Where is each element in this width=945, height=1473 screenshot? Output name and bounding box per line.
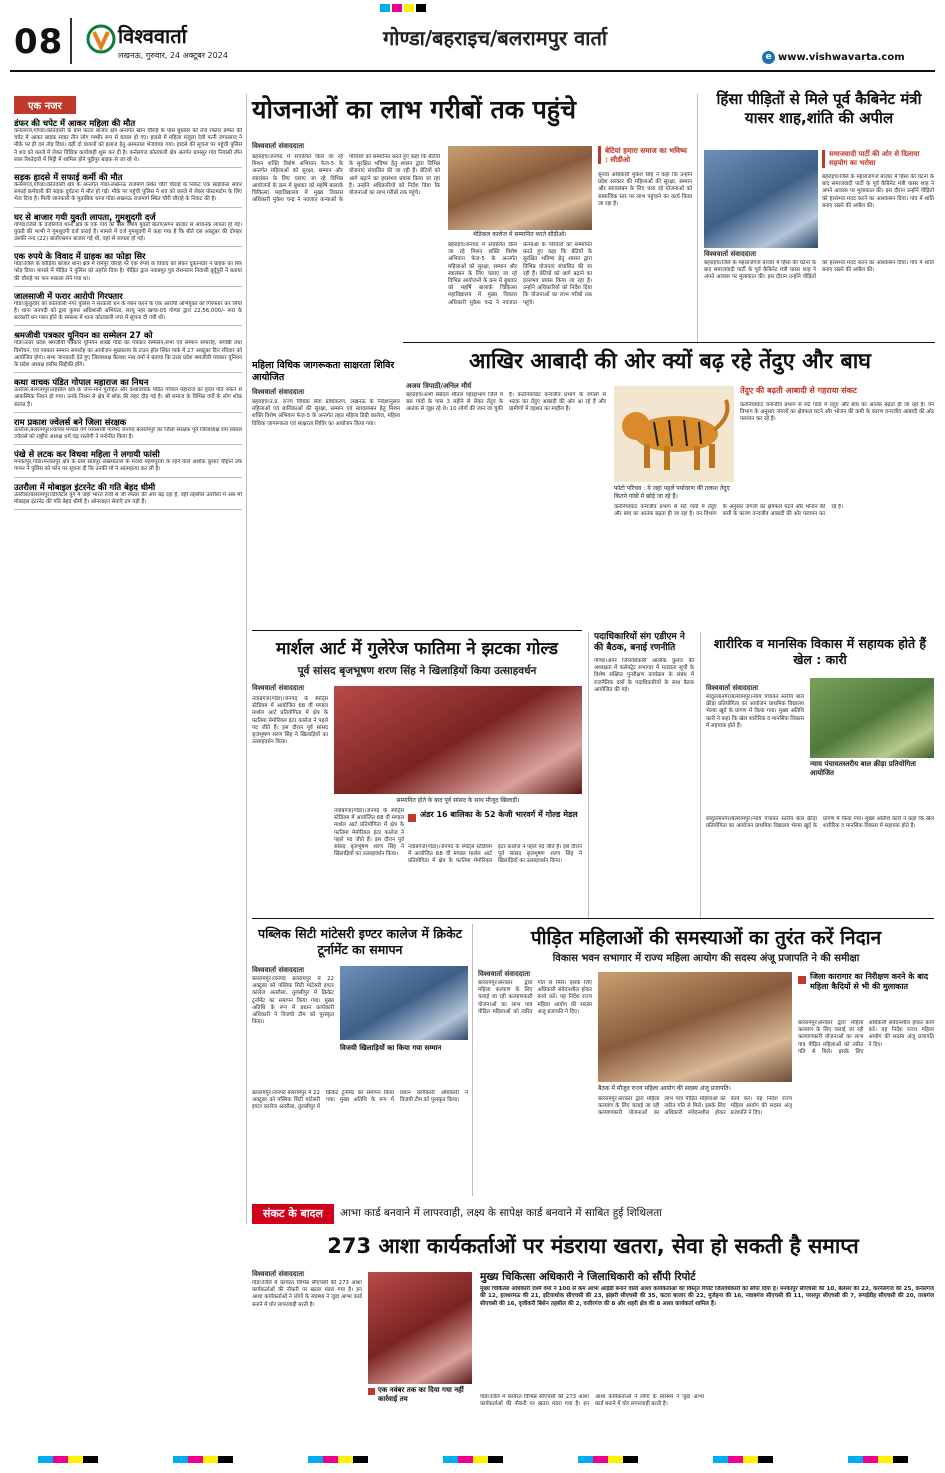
right-story-1-side-box: समाजवादी पार्टी की ओर से दिलाया सहयोग का भरोसा bbox=[822, 150, 934, 168]
masthead bbox=[0, 0, 945, 76]
left-story-body: गोंडा।जिले के कौड़िया बाजार थाना क्षेत्र में रामपुर चौराहे पर एक रुपये के विवाद को लेकर दुकानदार ने ग्राहक का सिर फोड़ दिया। मामले में पीड़ित ने पुलिस को तहरीर दिया है। पीड़ित द्वारा नवाबपुर पुत्र रोशनराम निवासी बुर्दूपुरी ने बताया की चौराहे पर पान मसाला लेने गया था। bbox=[14, 261, 242, 282]
cricket-photo bbox=[340, 966, 468, 1040]
sports-byline: विश्ववार्ता संवाददाता bbox=[706, 684, 759, 692]
adm-story bbox=[594, 632, 694, 914]
women-side-box bbox=[798, 972, 934, 992]
adm-headline: पदाधिकारियों संग एडीएम ने की बैठक, बनाई रणनीति bbox=[594, 632, 685, 653]
bullet-icon-2 bbox=[798, 976, 806, 984]
website-link[interactable]: www.vishwavarta.com bbox=[778, 52, 905, 63]
left-story-headline: घर से बाजार गयी युवती लापता, गुमशुदगी दर्ज bbox=[14, 211, 156, 222]
cricket-photo-caption: विजयी खिलाड़ियों का किया गया सम्मान bbox=[340, 1044, 442, 1052]
paper-logo-icon bbox=[86, 24, 116, 54]
martial-subhead: पूर्व सांसद बृजभूषण शरण सिंह ने खिलाड़ियों किया उत्साहवर्धन bbox=[297, 665, 537, 677]
asha-banner-text: आभा कार्ड बनवाने में लापरवाही, लक्ष्य के सापेक्ष कार्ड बनवाने में साबित हुई शिथिलता bbox=[340, 1207, 662, 1219]
tiger-headline: आखिर आबादी की ओर क्यों बढ़ रहे तेंदुए और बाघ bbox=[469, 349, 871, 374]
left-story bbox=[14, 417, 242, 445]
martial-byline: विश्ववार्ता संवाददाता bbox=[252, 684, 305, 692]
martial-story bbox=[252, 684, 582, 914]
left-story bbox=[14, 482, 242, 510]
martial-body-3: नवाबगंज(गोंडा)।जनपद के स्पोर्ट्स स्टेडियम में आयोजित 68 वीं मण्डल मार्शल आर्ट प्रतियोगिता में क्षेत्र के फातिमा मेमोरियल इंटर कालेज ने पहले पद जीते हैं। इस दौरान पूर्व सांसद बृजभूषण शरण सिंह ने खिलाड़ियों का उत्साहवर्धन किया। bbox=[408, 844, 582, 865]
legal-literacy-headline: महिला विधिक जागरूकता साक्षरता शिविर आयोजित bbox=[252, 360, 395, 383]
sports-headline: शारीरिक व मानसिक विकास में सहायक होते हैं खेल : कारी bbox=[713, 636, 927, 667]
martial-side-box bbox=[408, 810, 582, 840]
lead-photo-caption: मेडिकल कालेज में सम्मानित करते सीडीओ। bbox=[448, 230, 592, 238]
left-story-body: गोंडा।कुकुवार को कोतवाली नगर पुलिस ने सरकारी धन के गबन करने के एक आरोपी अभियुक्त को गिरफ्तार कर लिया है। थाना जनपदी को द्वारा कुमार अधिशासी अभियंता, सरयू नहर खण्ड-05 गोण्डा द्वारा 22,56,000/- रू0 के सरकारी धन गबन होने के सम्बन्ध में थाना कोतवाली नगर में सूचना दी गयी थी। bbox=[14, 300, 242, 322]
cricket-body-2: बलरामपुर।जनपद बलरामपुर में 22 अक्टूबर को पब्लिक सिटी मांटेसरी इण्टर कालेज अतरौला, तुलसीपुर में क्रिकेट टूर्नामेंट का समापन किया गया। मुख्य अतिथि के रूप में प्रधान कार्यकारी अधिकारी ने विजयी टीम को पुरस्कृत किया। bbox=[252, 1090, 468, 1111]
left-story-headline: राम प्रकाश ज्वेलर्स बने जिला संरक्षक bbox=[14, 416, 127, 427]
sports-photo-caption: न्याय पंचायतस्तरीय बाल क्रीड़ा प्रतियोगिता आयोजित bbox=[810, 760, 916, 777]
left-story-headline: उतरौला में मोबाइल इंटरनेट की गति बेहद धीमी bbox=[14, 481, 156, 492]
tiger-photo bbox=[614, 386, 734, 482]
lead-body: बहराइच।जनपद में संचालित किये जा रहे मिशन शक्ति विशेष अभियान फेज-5 के अन्तर्गत महिलाओं को सुरक्षा, सम्मान और स्वालंबन के लिए चलाए जा रहे विभिन्न आयोजनों के क्रम में बुधवार को महर्षि बालार्क चिकित्सा महाविद्यालय में मुख्य विकास अधिकारी मुकेश चन्द्र ने नवजात कन्याओं के परिवारों को सम्मानित करते हुए कहा कि बेटियों के सुरक्षित भविष्य हेतु शासन द्वारा विभिन्न योजनाएं संचालित की जा रही हैं। बेटियों को आगे बढ़ाने का हरसंभव प्रयास किया जा रहा है। उन्होंने अधिकारियों को निर्देश दिया कि योजनाओं का लाभ गरीबों तक पहुंचे। bbox=[252, 154, 440, 204]
paper-name: विश्ववार्ता bbox=[118, 24, 187, 48]
tiger-body-3: कतर्नियाघाट वन्यजीव प्रभाग से सटे गांवों में तेंदुए और बाघ का आतंक बढ़ता ही जा रहा है। वन विभाग के अनुसार जंगलों का क्षेत्रफल घटने और भोजन की कमी के कारण वन्यजीव आबादी की ओर पलायन कर रहे हैं। bbox=[614, 504, 843, 518]
sports-story bbox=[706, 676, 934, 916]
right-story-1 bbox=[704, 90, 934, 340]
tiger-photo-caption: फोटो परिचय : ये जहां पहले पर्यावरण की तलाश तेंदुए कितने गांवों में छोड़े जा रहे हैं। bbox=[614, 484, 734, 500]
lead-story bbox=[252, 142, 692, 362]
left-story bbox=[14, 291, 242, 327]
bullet-icon bbox=[408, 814, 416, 822]
women-side-text: जिला कारागार का निरीक्षण करने के बाद महिला कैदियों से भी की मुलाकात bbox=[810, 972, 929, 991]
asha-byline: विश्ववार्ता संवाददाता bbox=[252, 1270, 305, 1278]
web-icon: e bbox=[762, 51, 775, 64]
legal-literacy-body: बहराइच।उ.प्र. राज्य विधिक सेवा प्राधिकरण, लखनऊ के निर्देशानुसार महिलाओं एवं बालिकाओं की सुरक्षा, सम्मान एवं स्वावलम्बन हेतु मिशन शक्ति विशेष अभियान फेज-5 के अन्तर्गत तहत महिला डिग्री कालेज, महिला विधिक जागरूकता एवं साक्षरता शिविर का आयोजन किया गया। bbox=[252, 399, 400, 427]
left-story bbox=[14, 251, 242, 287]
sports-photo bbox=[810, 678, 934, 758]
tiger-story bbox=[406, 382, 934, 622]
women-byline: विश्ववार्ता संवाददाता bbox=[478, 970, 531, 978]
left-story-body: गोण्डा।जिले के वजीरगंज थाना क्षेत्र के एक गांव की बीस वर्षीय युवती बातोंएसगन बाजार से अचानक लापता हो गई। युवती की भाभी ने गुमशुदगी दर्ज कराई है। मामले में दर्ज गुमशुदगी में कहा गया है कि बीते दस अक्टूबर की दोपहर उसकी नन्द (22) बातोंएसगन बाजार गई थी, वहां से लापता हो गई। bbox=[14, 221, 242, 243]
left-story-body: उतरौला/बलरामपुर।डिजिटल युग में जहां भारत तेजी से जी रफ्तार की ओर बढ़ रहा है, वहीं तहसील उतरौला में अब भी मोबाइल इंटरनेट की गति बेहद धीमी है। ऑनलाइन सेवाएँ ठप पड़ी हैं। bbox=[14, 491, 242, 505]
tiger-byline: अजय त्रिपाठी/अनिल मौर्य bbox=[406, 382, 472, 390]
women-photo bbox=[598, 972, 792, 1082]
martial-headline: मार्शल आर्ट में गुलेरेज फातिमा ने झटका गोल्ड bbox=[276, 639, 558, 659]
asha-story bbox=[252, 1270, 934, 1448]
women-body-3: बलरामपुर।सरकार द्वारा महिला कल्याण के लिए चलाई जा रही कल्याणकारी योजनाओं का लाभ पात्र पीड़ित महिलाओं को त्वरित गति से मिले। इसके लिए अधिकारी संवेदनशील होकर कार्य करें। यह निर्देश राज्य महिला आयोग की सदस्य अंजू प्रजापति ने दिए। bbox=[598, 1096, 792, 1117]
left-story bbox=[14, 449, 242, 477]
tiger-side-box: तेंदुए की बढ़ती आबादी से गहराया संकट bbox=[740, 386, 857, 395]
color-registration-bar bbox=[380, 4, 428, 16]
left-story bbox=[14, 212, 242, 248]
left-story-headline: श्रमजीवी पत्रकार यूनियन का सम्मेलन 27 को bbox=[14, 330, 153, 341]
left-story bbox=[14, 377, 242, 413]
lead-headline: योजनाओं का लाभ गरीबों तक पहुंचे bbox=[252, 95, 576, 124]
city-date: लखनऊ, गुरुवार, 24 अक्टूबर 2024 bbox=[118, 51, 228, 60]
sports-body-2: सादुल्लानगर/बलरामपुर।न्याय पंचायत स्तरीय बाल क्रीड़ा प्रतियोगिता का आयोजन प्राथमिक विद्यालय भेल्या खुर्द के प्रांगण में किया गया। मुख्य अतिथि कारी ने कहा कि खेल शारीरिक व मानसिक विकास में सहायक होते हैं। bbox=[706, 816, 934, 830]
bullet-icon-3 bbox=[368, 1388, 375, 1395]
legal-literacy-byline: विश्ववार्ता संवाददाता bbox=[252, 388, 305, 396]
asha-body-3: गोंडा।जिले में कार्यरत विभिन्न सीएचसी की 273 आशा कार्यकर्ताओं की नौकरी पर खतरा मंडरा गया है। इन आशा कार्यकर्ताओं ने लोगों के स्वास्थ्य ने जुडा आभा कार्ड बनाने में घोर लापरवाही बरती है। bbox=[480, 1394, 704, 1408]
left-story-headline: सड़क हादसे में सफाई कर्मी की मौत bbox=[14, 172, 123, 183]
right-story-1-body-b: बहराइच।जिले के महाराजगंज बाजार में हिंसा की घटना के बाद समाजवादी पार्टी के पूर्व कैबिनेट मंत्री यासर शाह ने अपने आवास पर मुलाकात की। इस दौरान उन्होंने पीड़ितों को हरसंभव मदद करने का आश्वासन दिया। गांव में शांति बनाए रखने की अपील की। bbox=[822, 174, 934, 209]
left-story-body: कर्नलगंज,गोण्डा।कोतवाली क्षेत्र के अन्तर्गत गोंडा-लखनऊ राजमार्ग स्थित चौरी चौराहे के निकट एक साइकिल सवार सफाई कर्मचारी की सड़क दुर्घटना में मौत हो गई। मौके पर पहुंची पुलिस ने शव को कब्जे में लेकर पोस्टमार्टम के लिए भेज दिया है। मिली जानकारी के मुताबिक थाना गोंडा-लखनऊ राजमार्ग स्थित चौरी चौराहे के निकट की है। bbox=[14, 182, 242, 203]
martial-photo bbox=[334, 686, 582, 794]
lead-body-3: सुनवा अधिकारी मुकेश सिंह ने कहा कि उन्होंने प्रदेश सरकार की महिलाओं की सुरक्षा, सम्मान और स्वावलंबन के लिए चला रहे योजनाओं को सामाजिक स्तर पर लाभ पहुंचाने का कार्य किया जा रहा है। bbox=[598, 172, 692, 207]
women-headline: पीड़ित महिलाओं की समस्याओं का तुरंत करें निदान bbox=[530, 927, 882, 949]
edition-title: गोण्डा/बहराइच/बलरामपुर वार्ता bbox=[383, 26, 608, 50]
asha-subhead: मुख्य चिकित्सा अधिकारी ने जिलाधिकारी को सौंपी रिपोर्ट bbox=[480, 1271, 696, 1283]
asha-banner bbox=[252, 1204, 934, 1224]
left-story-headline: जालसाजी में फरार आरोपी गिरफ्तार bbox=[14, 290, 123, 301]
women-body: बलरामपुर।सरकार द्वारा महिला कल्याण के लिए चलाई जा रही कल्याणकारी योजनाओं का लाभ पात्र पीड़ित महिलाओं को त्वरित गति से मिले। इसके लिए अधिकारी संवेदनशील होकर कार्य करें। यह निर्देश राज्य महिला आयोग की सदस्य अंजू प्रजापति ने दिए। bbox=[478, 980, 592, 1015]
right-story-1-body: बहराइच।जिले के महाराजगंज बाजार में हिंसा की घटना के बाद समाजवादी पार्टी के पूर्व कैबिनेट मंत्री यासर शाह ने अपने आवास पर मुलाकात की। इस दौरान उन्होंने पीड़ितों को हरसंभव मदद करने का आश्वासन दिया। गांव में शांति बनाए रखने की अपील की। bbox=[704, 260, 934, 281]
left-story-body: मनकापुर,गोंडा।मनकापुर क्षेत्र के ग्राम सांडपुर लखमाताल के मजरा महेशपुरवा के रहने वाले अशोक कुमार चौहान उर्फ पप्पन ने पुलिस को फोन पर सूचना दी कि उनकी माँ ने आत्महत्या कर ली है। bbox=[14, 459, 242, 473]
tiger-body-2: कतर्नियाघाट वन्यजीव प्रभाग से सटे गांवों में तेंदुए और बाघ का आतंक बढ़ता ही जा रहा है। वन विभाग के अनुसार जंगलों का क्षेत्रफल घटने और भोजन की कमी के कारण वन्यजीव आबादी की ओर पलायन कर रहे हैं। bbox=[740, 402, 934, 423]
cricket-story bbox=[252, 966, 468, 1198]
lead-side-box: बेटियां हमारा समाज का भविष्य : सीडीओ bbox=[598, 146, 692, 164]
tiger-body: बहराइच।अभी संबेदल शीतल पहाड़ाभाग जिले में बस गांवों के पास 3 महीने से लेकर तेंदुए के आतंक से जूझ रहे थे। 10 लोगों की जान जा चुकी है। कतर्नियाघाट वन्यजीव प्रभाग के जंगलों से भटक कर तेंदुए आबादी की ओर आ रहे हैं और ग्रामीणों में दहशत का माहौल है। bbox=[406, 392, 606, 413]
left-story-body: कर्नलगंज,गोण्डा।कोतवाली के ग्राम कटरा बाजार क्षेत्र अन्तर्गत खान चौराहे के पास बुधवार को तेज रफ्तार डम्फर की चपेट में आकर बाइक सवार तीन लोग गम्भीर रूप से घायल हो गए। हादसे में महिला मंजुला देवी पत्नी जगप्रसाद ने मौके पर ही दम तोड़ दिया। वहीं दो घायलों को इलाज हेतु अस्पताल भेजवाया गया। हादसे की सूचना पर पहुंची पुलिस ने शव को कब्जे में लेकर विधिक कार्यवाही शुरू कर दी है। कर्नलगंज कोतवाली क्षेत्र अंतर्गत ग्रामसुर गांव निवासी लीन लाल रिश्तेदारी में मिट्टी में शामिल होने पुट्टीपुर बाइक से जा रहे थे। bbox=[14, 128, 242, 163]
left-story bbox=[14, 330, 242, 373]
page-number: 08 bbox=[14, 22, 64, 62]
adm-body: गोण्डा।अपर जिलाधिकारी आलोक कुमार की अध्यक्षता में कलेक्ट्रेट सभागार में मतदाता सूची के विशेष संक्षिप्त पुनरीक्षण कार्यक्रम के संबंध में राजनैतिक दलों के पदाधिकारियों के साथ बैठक आयोजित की गई। bbox=[594, 658, 694, 693]
right-story-1-byline: विश्ववार्ता संवाददाता bbox=[704, 250, 757, 258]
asha-photo-caption: एक नवंबर तक का दिया गया नहीं कार्रवाई तय bbox=[378, 1386, 464, 1403]
right-story-1-photo bbox=[704, 150, 818, 248]
martial-side-text: अंडर 16 बालिका के 52 केजी भारवर्ग में गोल्ड मेडल bbox=[420, 810, 578, 819]
asha-banner-label: संकट के बादल bbox=[252, 1204, 334, 1224]
women-subhead: विकास भवन सभागार में राज्य महिला आयोग की सदस्य अंजू प्रजापति ने की समीक्षा bbox=[552, 953, 860, 964]
left-story-headline: पंखे से लटक कर विधवा महिला ने लगायी फांसी bbox=[14, 449, 160, 460]
women-body-2: बलरामपुर।सरकार द्वारा महिला कल्याण के लिए चलाई जा रही कल्याणकारी योजनाओं का लाभ पात्र पीड़ित महिलाओं को त्वरित गति से मिले। इसके लिए अधिकारी संवेदनशील होकर कार्य करें। यह निर्देश राज्य महिला आयोग की सदस्य अंजू प्रजापति ने दिए। bbox=[798, 1020, 934, 1055]
bottom-registration-strip bbox=[0, 1452, 945, 1466]
left-story-headline: डंफर की चपेट में आकर महिला की मौत bbox=[14, 118, 136, 128]
asha-headline: 273 आशा कार्यकर्ताओं पर मंडराया खतरा, सेवा हो सकती है समाप्त bbox=[327, 1234, 859, 1258]
left-story-body: उतरौला,बलरामपुर।तहसील क्षेत्र के जाने-माने पुरोहित और कथावाचक पंडित गोपाल महाराज का हृदय गति रुकने से आकस्मिक निधन हो गया। उनके निधन से क्षेत्र में शोक की लहर दौड़ गई है। श्री समाज के विभिन्न वर्गों के लोग शोक संतप्त हैं। bbox=[14, 387, 242, 408]
asha-body: गोंडा।जिले में कार्यरत विभिन्न सीएचसी की 273 आशा कार्यकर्ताओं की नौकरी पर खतरा मंडरा गया है। इन आशा कार्यकर्ताओं ने लोगों के स्वास्थ्य ने जुडा आभा कार्ड बनाने में घोर लापरवाही बरती है। bbox=[252, 1280, 362, 1308]
asha-body-2: मुख्य चिकित्सा अधिकारी रश्मि वर्मा ने 100 से कम आभा आईडी बनाने वाली आशा कार्यकर्ताओं की विस्तृत रिपोर्ट जिलाधिकारी को सौंपा दिया है। मनकापुर सीएचसी की 10, बेलसर की 22, करनैलगंज की 25, कर्नलगंज की 12, हलधरमऊ की 21, इटियाथोक सीएचसी की 23, झंझरी सीएचसी की 35, कटरा बाजार की 22, मुजेहना की 16, नवाबगंज सीएचसी की 11, परसपुर सीएचसी की 7, रूपईडीह सीएचसी की 20, तरबगंज सीएचसी की 16, वृजीकरी बिसेन तहसील की 2, वजीरगंज की 8 और शहरी क्षेत्र की 8 आशा कार्यकर्ता शामिल हैं। bbox=[480, 1286, 934, 1307]
left-story-body: गोंडा।उत्तर प्रदेश श्रमजीवी पत्रकार यूनियन शाखा गोंडा का पत्रकार सम्मेलन,सभा एवं सम्मान समारोह, संगोष्ठी तथा विमोचन, एवं पत्रकार सम्मान समारोह का आयोजन मुख्यालय के टाउन हॉल स्थित पार्क में 27 अक्टूबर दिन रविवार को आयोजित होगा। सभा जानकारी देते हुए जिलाध्यक्ष कैलाश नाथ वर्मा ने बताया कि उत्तर प्रदेश श्रमजीवी पत्रकार यूनियन के प्रदेश अध्यक्ष हसीब सिद्दीकी होंगे। bbox=[14, 340, 242, 369]
martial-body: नवाबगंज(गोंडा)।जनपद के स्पोर्ट्स स्टेडियम में आयोजित 68 वीं मण्डल मार्शल आर्ट प्रतियोगिता में क्षेत्र के फातिमा मेमोरियल इंटर कालेज ने पहले पद जीते हैं। इस दौरान पूर्व सांसद बृजभूषण शरण सिंह ने खिलाड़ियों का उत्साहवर्धन किया। bbox=[252, 696, 328, 746]
women-photo-caption: बैठक में मौजूद राज्य महिला आयोग की सदस्य अंजू प्रजापति। bbox=[598, 1084, 792, 1092]
section-label: एक नजर bbox=[14, 96, 76, 114]
cricket-byline: विश्ववार्ता संवाददाता bbox=[252, 966, 305, 974]
right-story-1-headline: हिंसा पीड़ितों से मिले पूर्व कैबिनेट मंत्री यासर शाह,शांति की अपील bbox=[716, 90, 922, 127]
asha-photo-caption-box bbox=[368, 1386, 472, 1404]
lead-byline: विश्ववार्ता संवाददाता bbox=[252, 142, 305, 150]
sports-body: सादुल्लानगर/बलरामपुर।न्याय पंचायत स्तरीय बाल क्रीड़ा प्रतियोगिता का आयोजन प्राथमिक विद्यालय भेल्या खुर्द के प्रांगण में किया गया। मुख्य अतिथि कारी ने कहा कि खेल शारीरिक व मानसिक विकास में सहायक होते हैं। bbox=[706, 694, 804, 729]
left-story bbox=[14, 172, 242, 208]
left-story-body: उतरौला,बलरामपुर।व्यापार मण्डल वर्ग व्यवसायी परिषद जनपद बलरामपुर का जिला संरक्षक पूर्व जिलाध्यक्ष राम प्रकाश ज्वेलर्स को राष्ट्रीय अध्यक्ष धर्म चंद्र रस्तोगी ने मनोनीत किया है। bbox=[14, 426, 242, 441]
martial-photo-caption: सम्मानित होते के बाद पूर्व सांसद के साथ मौजूद खिलाड़ी। bbox=[334, 796, 582, 804]
left-story-headline: कथा वाचक पंडित गोपाल महाराज का निधन bbox=[14, 377, 149, 388]
women-story bbox=[478, 970, 934, 1196]
lead-photo bbox=[448, 146, 592, 230]
left-story bbox=[14, 118, 242, 168]
asha-photo bbox=[368, 1272, 472, 1384]
cricket-body: बलरामपुर।जनपद बलरामपुर में 22 अक्टूबर को पब्लिक सिटी मांटेसरी इण्टर कालेज अतरौला, तुलसीपुर में क्रिकेट टूर्नामेंट का समापन किया गया। मुख्य अतिथि के रूप में प्रधान कार्यकारी अधिकारी ने विजयी टीम को पुरस्कृत किया। bbox=[252, 976, 334, 1026]
left-story-headline: एक रुपये के विवाद में ग्राहक का फोड़ा सिर bbox=[14, 251, 146, 262]
legal-literacy-story bbox=[252, 360, 400, 530]
martial-body-2: नवाबगंज(गोंडा)।जनपद के स्पोर्ट्स स्टेडियम में आयोजित 68 वीं मण्डल मार्शल आर्ट प्रतियोगिता में क्षेत्र के फातिमा मेमोरियल इंटर कालेज ने पहले पद जीते हैं। इस दौरान पूर्व सांसद बृजभूषण शरण सिंह ने खिलाड़ियों का उत्साहवर्धन किया। bbox=[334, 808, 404, 858]
cricket-headline: पब्लिक सिटी मांटेसरी इण्टर कालेज में क्रिकेट टूर्नामेंट का समापन bbox=[257, 926, 463, 957]
lead-body-2: बहराइच।जनपद में संचालित किये जा रहे मिशन शक्ति विशेष अभियान फेज-5 के अन्तर्गत महिलाओं को सुरक्षा, सम्मान और स्वालंबन के लिए चलाए जा रहे विभिन्न आयोजनों के क्रम में बुधवार को महर्षि बालार्क चिकित्सा महाविद्यालय में मुख्य विकास अधिकारी मुकेश चन्द्र ने नवजात कन्याओं के परिवारों को सम्मानित करते हुए कहा कि बेटियों के सुरक्षित भविष्य हेतु शासन द्वारा विभिन्न योजनाएं संचालित की जा रही हैं। बेटियों को आगे बढ़ाने का हरसंभव प्रयास किया जा रहा है। उन्होंने अधिकारियों को निर्देश दिया कि योजनाओं का लाभ गरीबों तक पहुंचे। bbox=[448, 242, 592, 306]
left-column bbox=[14, 94, 242, 1444]
